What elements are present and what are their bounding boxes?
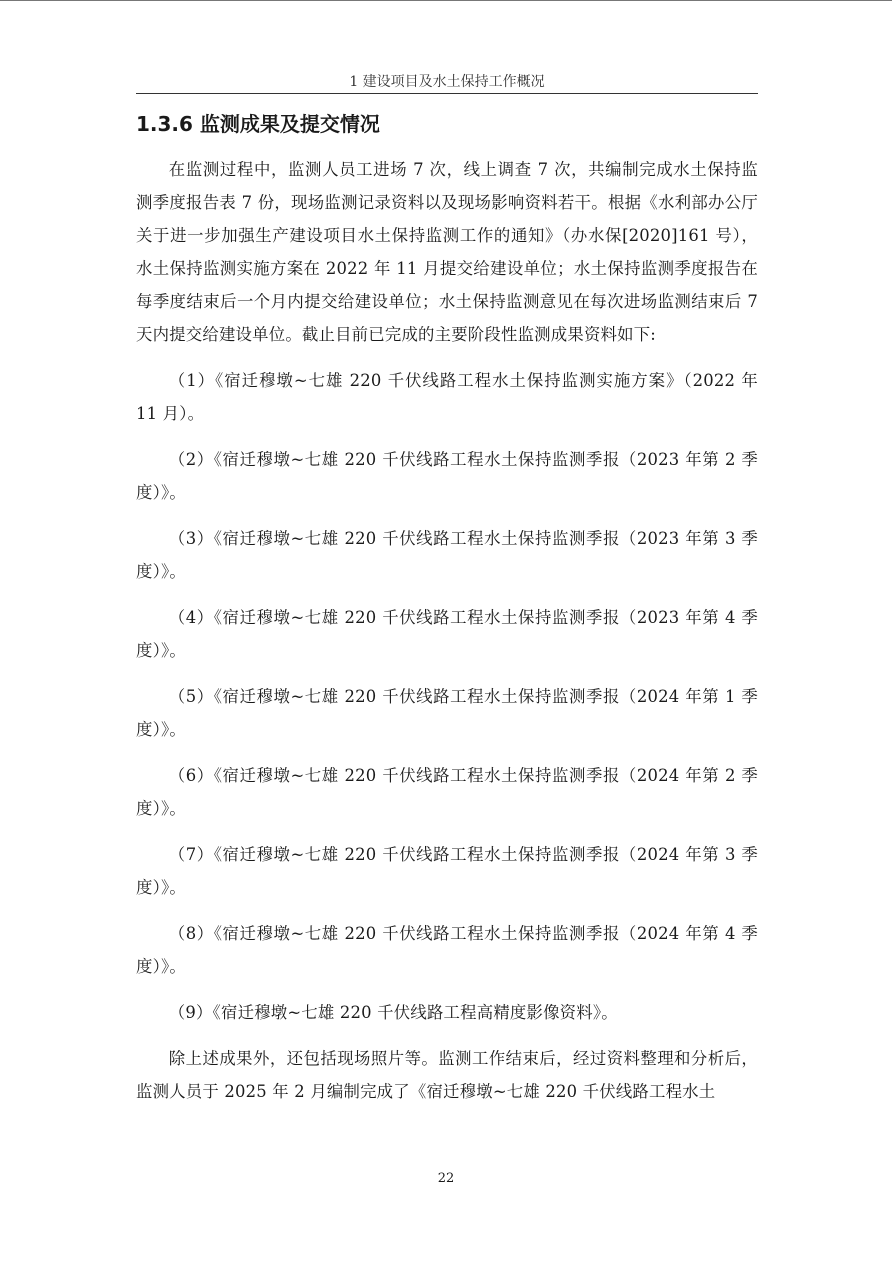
header-rule [136, 93, 758, 94]
list-item: （2）《宿迁穆墩~七雄 220 千伏线路工程水土保持监测季报（2023 年第 2 季度）》。 [136, 450, 758, 502]
list-item: （7）《宿迁穆墩~七雄 220 千伏线路工程水土保持监测季报（2024 年第 3 季度）》。 [136, 845, 758, 897]
list-item: （6）《宿迁穆墩~七雄 220 千伏线路工程水土保持监测季报（2024 年第 2 季度）》。 [136, 766, 758, 818]
list-item: （8）《宿迁穆墩~七雄 220 千伏线路工程水土保持监测季报（2024 年第 4 季度）》。 [136, 924, 758, 976]
running-header: 1 建设项目及水土保持工作概况 [349, 74, 545, 90]
section-title: 1.3.6 监测成果及提交情况 [136, 112, 380, 136]
intro-paragraph: 在监测过程中，监测人员工进场 7 次，线上调查 7 次，共编制完成水土保持监测季度报告表 7 份，现场监测记录资料以及现场影响资料若干。根据《水利部办公厅关于进一步加强生产建设项目水土保持监测工作的通知》（办水保[2020]161 号），水土保持监测实施方案在 2022 年 11 月提交给建设单位；水土保持监测季度报告在每季度结束后一个月内提交给建设单位；水土保持监测意见在每次进场监测结束后 7 天内提交给建设单位。截止目前已完成的主要阶段性监测成果资料如下: [136, 160, 758, 344]
closing-paragraph: 除上述成果外，还包括现场照片等。监测工作结束后，经过资料整理和分析后，监测人员于 2025 年 2 月编制完成了《宿迁穆墩~七雄 220 千伏线路工程水土 [136, 1049, 758, 1101]
page-top-border [0, 0, 892, 1]
page-number: 22 [437, 1171, 455, 1186]
list-item: （3）《宿迁穆墩~七雄 220 千伏线路工程水土保持监测季报（2023 年第 3 季度）》。 [136, 529, 758, 581]
list-item: （5）《宿迁穆墩~七雄 220 千伏线路工程水土保持监测季报（2024 年第 1 季度）》。 [136, 687, 758, 739]
list-item: （4）《宿迁穆墩~七雄 220 千伏线路工程水土保持监测季报（2023 年第 4 季度）》。 [136, 608, 758, 660]
list-item: （1）《宿迁穆墩~七雄 220 千伏线路工程水土保持监测实施方案》（2022 年 11 月）。 [136, 371, 758, 423]
document-body [136, 153, 758, 1108]
list-item: （9）《宿迁穆墩~七雄 220 千伏线路工程高精度影像资料》。 [168, 1003, 618, 1022]
